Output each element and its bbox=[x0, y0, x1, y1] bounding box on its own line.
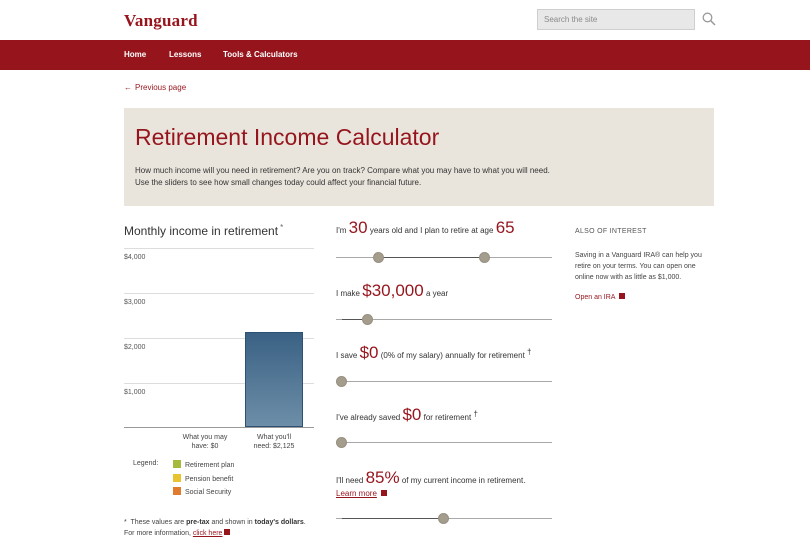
bar-what-youll-need bbox=[245, 332, 303, 427]
nav-item-tools-calculators[interactable]: Tools & Calculators bbox=[223, 50, 298, 59]
need-prefix: I'll need bbox=[336, 476, 364, 485]
category-label-need-line2: need: $2,125 bbox=[253, 443, 295, 450]
category-label-have-line2: have: $0 bbox=[191, 443, 219, 450]
nav-item-home[interactable]: Home bbox=[124, 50, 147, 59]
main-nav bbox=[0, 40, 810, 70]
chart-baseline bbox=[124, 427, 314, 428]
legend-label: Social Security bbox=[185, 489, 232, 496]
salary-slider-handle[interactable] bbox=[362, 314, 373, 325]
save-sentence bbox=[336, 343, 531, 363]
legend-item-social-security bbox=[173, 487, 231, 496]
legend-label: Pension benefit bbox=[185, 476, 234, 483]
category-label-need-line1: What you'll bbox=[256, 434, 291, 441]
age-prefix: I'm bbox=[336, 226, 347, 235]
age-middle-text: years old and I plan to retire at age bbox=[369, 226, 494, 235]
legend-item-pension-benefit bbox=[173, 474, 233, 483]
current-age-value: 30 bbox=[348, 218, 368, 237]
legend-swatch bbox=[173, 487, 181, 495]
footnote-text: . For more information, bbox=[124, 519, 306, 537]
need-slider-handle[interactable] bbox=[438, 513, 449, 524]
also-of-interest-sidebar bbox=[575, 228, 715, 301]
sidebar-title: ALSO OF INTEREST bbox=[575, 228, 647, 235]
learn-more-link[interactable] bbox=[336, 489, 387, 498]
save-dagger: † bbox=[527, 347, 532, 357]
legend-title: Legend: bbox=[133, 460, 159, 467]
legend-swatch bbox=[173, 460, 181, 468]
y-tick-label: $2,000 bbox=[124, 344, 146, 351]
legend-label: Retirement plan bbox=[185, 462, 235, 469]
site-header bbox=[0, 0, 810, 40]
chart-title bbox=[124, 223, 283, 238]
salary-prefix: I make bbox=[336, 289, 361, 298]
gridline bbox=[124, 293, 314, 294]
y-tick-label: $4,000 bbox=[124, 254, 146, 261]
need-value: 85% bbox=[365, 468, 400, 487]
saved-prefix: I've already saved bbox=[336, 413, 401, 422]
gridline bbox=[124, 248, 314, 249]
page-title: Retirement Income Calculator bbox=[135, 124, 440, 150]
saved-sentence bbox=[336, 405, 478, 425]
salary-suffix: a year bbox=[425, 289, 449, 298]
need-suffix: of my current income in retirement. bbox=[401, 476, 526, 485]
external-link-icon bbox=[224, 529, 230, 535]
income-bar-chart bbox=[124, 245, 314, 450]
category-label-have-line1: What you may bbox=[182, 434, 228, 441]
arrow-left-icon: ← bbox=[124, 83, 132, 92]
retire-age-slider-handle[interactable] bbox=[479, 252, 490, 263]
age-sentence bbox=[336, 218, 515, 238]
footnote-text: These values are bbox=[130, 519, 185, 526]
footnote-text: and shown in bbox=[211, 519, 253, 526]
open-an-ira-link[interactable] bbox=[575, 293, 715, 301]
learn-more-label: Learn more bbox=[336, 489, 377, 498]
previous-page-link[interactable] bbox=[124, 83, 186, 92]
nav-item-lessons[interactable]: Lessons bbox=[169, 50, 202, 59]
chart-title-asterisk: * bbox=[280, 223, 284, 232]
saved-slider-handle[interactable] bbox=[336, 437, 347, 448]
saved-value: $0 bbox=[402, 405, 422, 424]
footnote-star: * bbox=[124, 519, 127, 526]
external-link-icon bbox=[381, 490, 387, 496]
sidebar-text: Saving in a Vanguard IRA® can help you retire on your terms. You can open one online now with as little as $1,000. bbox=[575, 252, 702, 281]
search-icon[interactable] bbox=[702, 12, 716, 26]
footnote-bold: today's dollars bbox=[254, 519, 304, 526]
legend-item-retirement-plan bbox=[173, 460, 234, 469]
intro-panel bbox=[124, 108, 714, 206]
need-slider-range bbox=[342, 518, 444, 519]
current-age-slider-handle[interactable] bbox=[373, 252, 384, 263]
external-link-icon bbox=[619, 293, 625, 299]
search-input[interactable]: Search the site bbox=[537, 9, 695, 30]
category-label-have bbox=[172, 433, 238, 451]
age-slider-range bbox=[379, 257, 486, 258]
save-slider-track[interactable] bbox=[336, 381, 552, 382]
category-label-need bbox=[241, 433, 307, 451]
save-prefix: I save bbox=[336, 351, 358, 360]
saved-slider-track[interactable] bbox=[336, 442, 552, 443]
need-sentence bbox=[336, 468, 525, 488]
y-tick-label: $1,000 bbox=[124, 389, 146, 396]
y-tick-label: $3,000 bbox=[124, 299, 146, 306]
chart-title-text: Monthly income in retirement bbox=[124, 224, 279, 238]
save-slider-handle[interactable] bbox=[336, 376, 347, 387]
open-an-ira-label: Open an IRA bbox=[575, 294, 616, 301]
salary-value: $30,000 bbox=[362, 281, 424, 300]
intro-description: How much income will you need in retirement? Are you on track? Compare what you may have to what you will need. Use the sliders to see how small changes today could affect your financial future. bbox=[135, 166, 550, 187]
vanguard-logo[interactable]: Vanguard bbox=[124, 11, 198, 30]
save-value: $0 bbox=[359, 343, 379, 362]
save-percent-text: (0% of my salary) annually for retirement bbox=[380, 351, 525, 360]
saved-dagger: † bbox=[473, 409, 478, 419]
retire-age-value: 65 bbox=[495, 218, 515, 237]
footnote-click-here-link[interactable]: click here bbox=[192, 530, 223, 537]
footnote-bold: pre-tax bbox=[186, 519, 210, 526]
chart-footnote bbox=[124, 517, 309, 539]
legend-swatch bbox=[173, 474, 181, 482]
salary-sentence bbox=[336, 281, 448, 301]
previous-page-label: Previous page bbox=[135, 83, 187, 92]
saved-suffix: for retirement bbox=[423, 413, 472, 422]
